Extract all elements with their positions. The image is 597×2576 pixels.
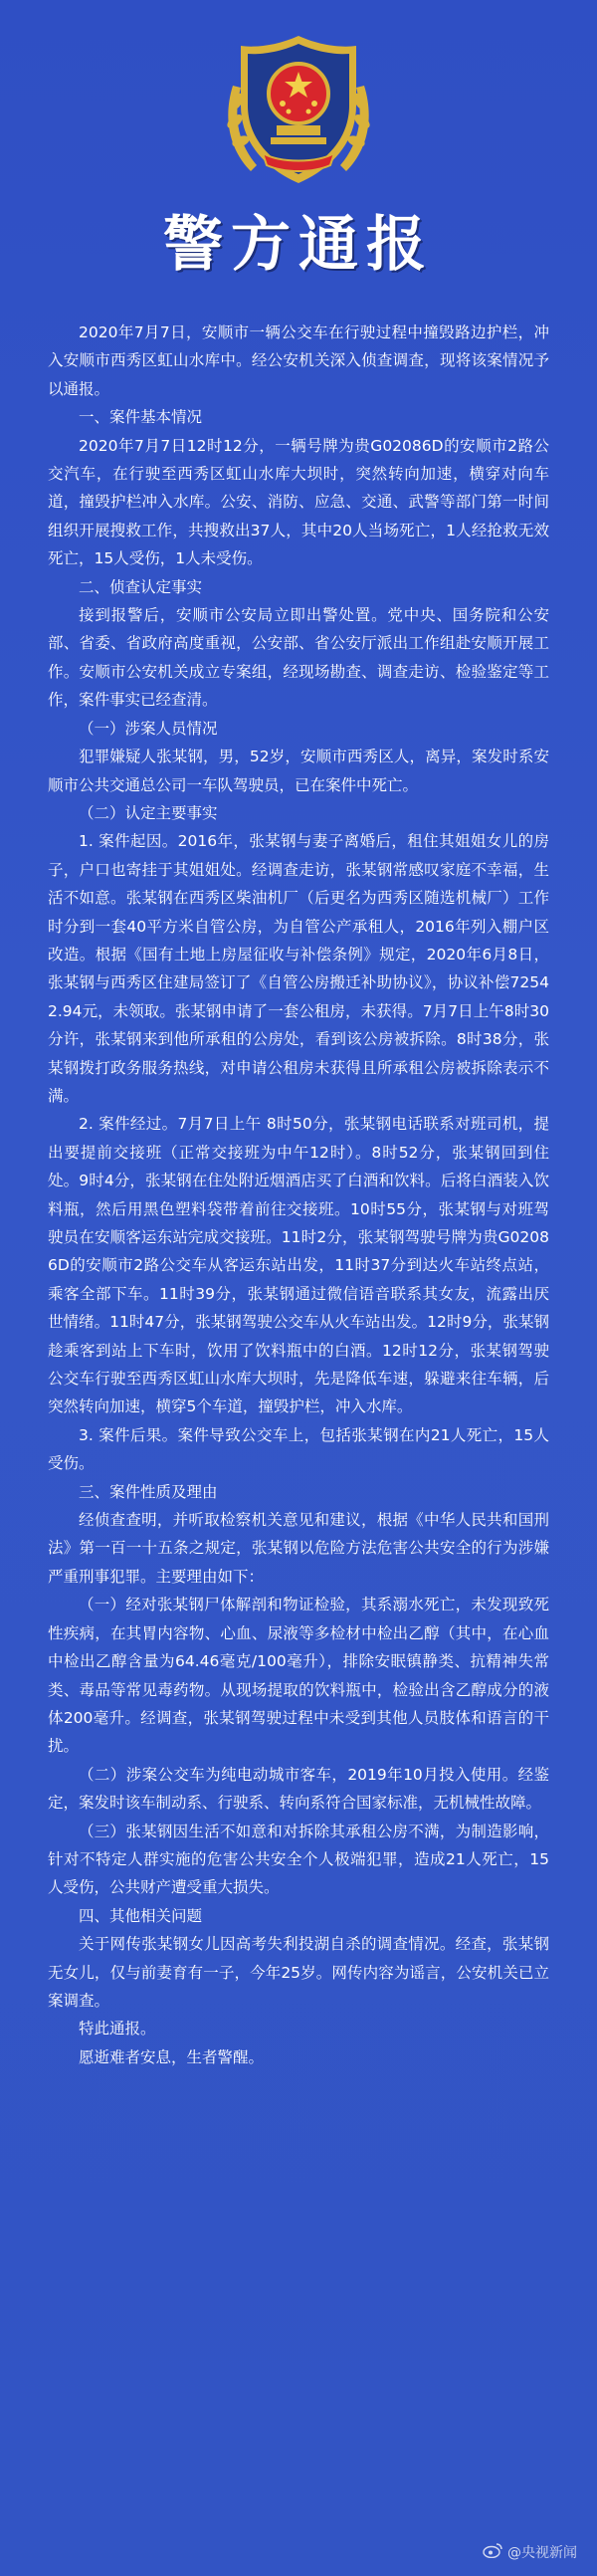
page-title: 警方通报	[163, 210, 434, 280]
body-paragraph: 经侦查查明，并听取检察机关意见和建议，根据《中华人民共和国刑法》第一百一十五条之规定，张某钢以危险方法危害公共安全的行为涉嫌严重刑事犯罪。主要理由如下：	[48, 1511, 549, 1586]
section-heading: 三、案件性质及理由	[79, 1482, 218, 1501]
closing-line: 愿逝难者安息，生者警醒。	[79, 2047, 265, 2066]
weibo-icon	[483, 2542, 502, 2562]
closing-line: 特此通报。	[79, 2020, 156, 2039]
watermark-text: @央视新闻	[507, 2545, 577, 2561]
body-paragraph: （二）涉案公交车为纯电动城市客车，2019年10月投入使用。经鉴定，案发时该车制动系、行驶系、转向系符合国家标准，无机械性故障。	[48, 1765, 549, 1813]
police-emblem-graphic	[211, 22, 386, 197]
body-paragraph: 3. 案件后果。案件导致公交车上，包括张某钢在内21人死亡，15人受伤。	[48, 1425, 549, 1473]
notice-body	[48, 319, 549, 2071]
body-paragraph: 2. 案件经过。7月7日上午 8时50分，张某钢电话联系对班司机，提出要提前交接班（正常交接班为中午12时）。8时52分，张某钢回到住处。9时4分，张某钢在住处附近烟酒店买了白酒和饮料。后将白酒装入饮料瓶，然后用黑色塑料袋带着前往交接班。10时55分，张某钢与对班驾驶员在安顺客运东站完成交接班。11时2分，张某钢驾驶号牌为贵G02086D的安顺市2路公交车从客运东站出发，11时37分到达火车站终点站，乘客全部下车。11时39分，张某钢通过微信语音联系其女友，流露出厌世情绪。11时47分，张某钢驾驶公交车从火车站出发。12时9分，张某钢趁乘客到站上下车时，饮用了饮料瓶中的白酒。12时12分，张某钢驾驶公交车行驶至西秀区虹山水库大坝时，先是降低车速，躲避来往车辆，后突然转向加速，横穿5个车道，撞毁护栏，冲入水库。	[48, 1115, 549, 1416]
subsection-heading: （一）涉案人员情况	[79, 719, 218, 738]
body-paragraph: 1. 案件起因。2016年，张某钢与妻子离婚后，租住其姐姐女儿的房子，户口也寄挂于其姐姐处。经调查走访，张某钢常感叹家庭不幸福，生活不如意。张某钢在西秀区柴油机厂（后更名为西秀区随选机械厂）工作时分到一套40平方米自管公房，为自管公产承租人，2016年列入棚户区改造。根据《国有土地上房屋征收与补偿条例》规定，2020年6月8日，张某钢与西秀区住建局签订了《自管公房搬迁补助协议》，协议补偿72542.94元，未领取。张某钢申请了一套公租房，未获得。7月7日上午8时30分许，张某钢来到他所承租的公房处，看到该公房被拆除。8时38分，张某钢拨打政务服务热线，对申请公租房未获得且所承租公房被拆除表示不满。	[48, 832, 549, 1105]
police-emblem-icon	[211, 22, 386, 197]
intro-paragraph: 2020年7月7日，安顺市一辆公交车在行驶过程中撞毁路边护栏，冲入安顺市西秀区虹山水库中。经公安机关深入侦查调查，现将该案情况予以通报。	[48, 323, 549, 398]
weibo-watermark	[483, 2542, 577, 2562]
body-paragraph: 犯罪嫌疑人张某钢，男，52岁，安顺市西秀区人，离异，案发时系安顺市公共交通总公司一车队驾驶员，已在案件中死亡。	[48, 748, 549, 794]
subsection-heading: （二）认定主要事实	[79, 803, 218, 822]
body-paragraph: 关于网传张某钢女儿因高考失利投湖自杀的调查情况。经查，张某钢无女儿，仅与前妻育有一子，今年25岁。网传内容为谣言，公安机关已立案调查。	[48, 1935, 549, 2010]
section-heading: 四、其他相关问题	[79, 1906, 203, 1925]
body-paragraph: 2020年7月7日12时12分，一辆号牌为贵G02086D的安顺市2路公交汽车，在行驶至西秀区虹山水库大坝时，突然转向加速，横穿对向车道，撞毁护栏冲入水库。公安、消防、应急、交通、武警等部门第一时间组织开展搜救工作，共搜救出37人，其中20人当场死亡，1人经抢救无效死亡，15人受伤，1人未受伤。	[48, 436, 549, 568]
body-paragraph: （三）张某钢因生活不如意和对拆除其承租公房不满，为制造影响，针对不特定人群实施的危害公共安全个人极端犯罪，造成21人死亡，15人受伤，公共财产遭受重大损失。	[48, 1822, 549, 1897]
body-paragraph: （一）经对张某钢尸体解剖和物证检验，其系溺水死亡，未发现致死性疾病，在其胃内容物、心血、尿液等多检材中检出乙醇（其中，在心血中检出乙醇含量为64.46毫克/100毫升），排除安眠镇静类、抗精神失常类、毒品等常见毒药物。从现场提取的饮料瓶中，检验出含乙醇成分的液体200毫升。经调查，张某钢驾驶过程中未受到其他人员肢体和语言的干扰。	[48, 1596, 549, 1756]
section-heading: 二、侦查认定事实	[79, 577, 203, 596]
body-paragraph: 接到报警后，安顺市公安局立即出警处置。党中央、国务院和公安部、省委、省政府高度重视，公安部、省公安厅派出工作组赴安顺开展工作。安顺市公安机关成立专案组，经现场勘查、调查走访、检验鉴定等工作，案件事实已经查清。	[48, 606, 549, 710]
section-heading: 一、案件基本情况	[79, 408, 203, 427]
